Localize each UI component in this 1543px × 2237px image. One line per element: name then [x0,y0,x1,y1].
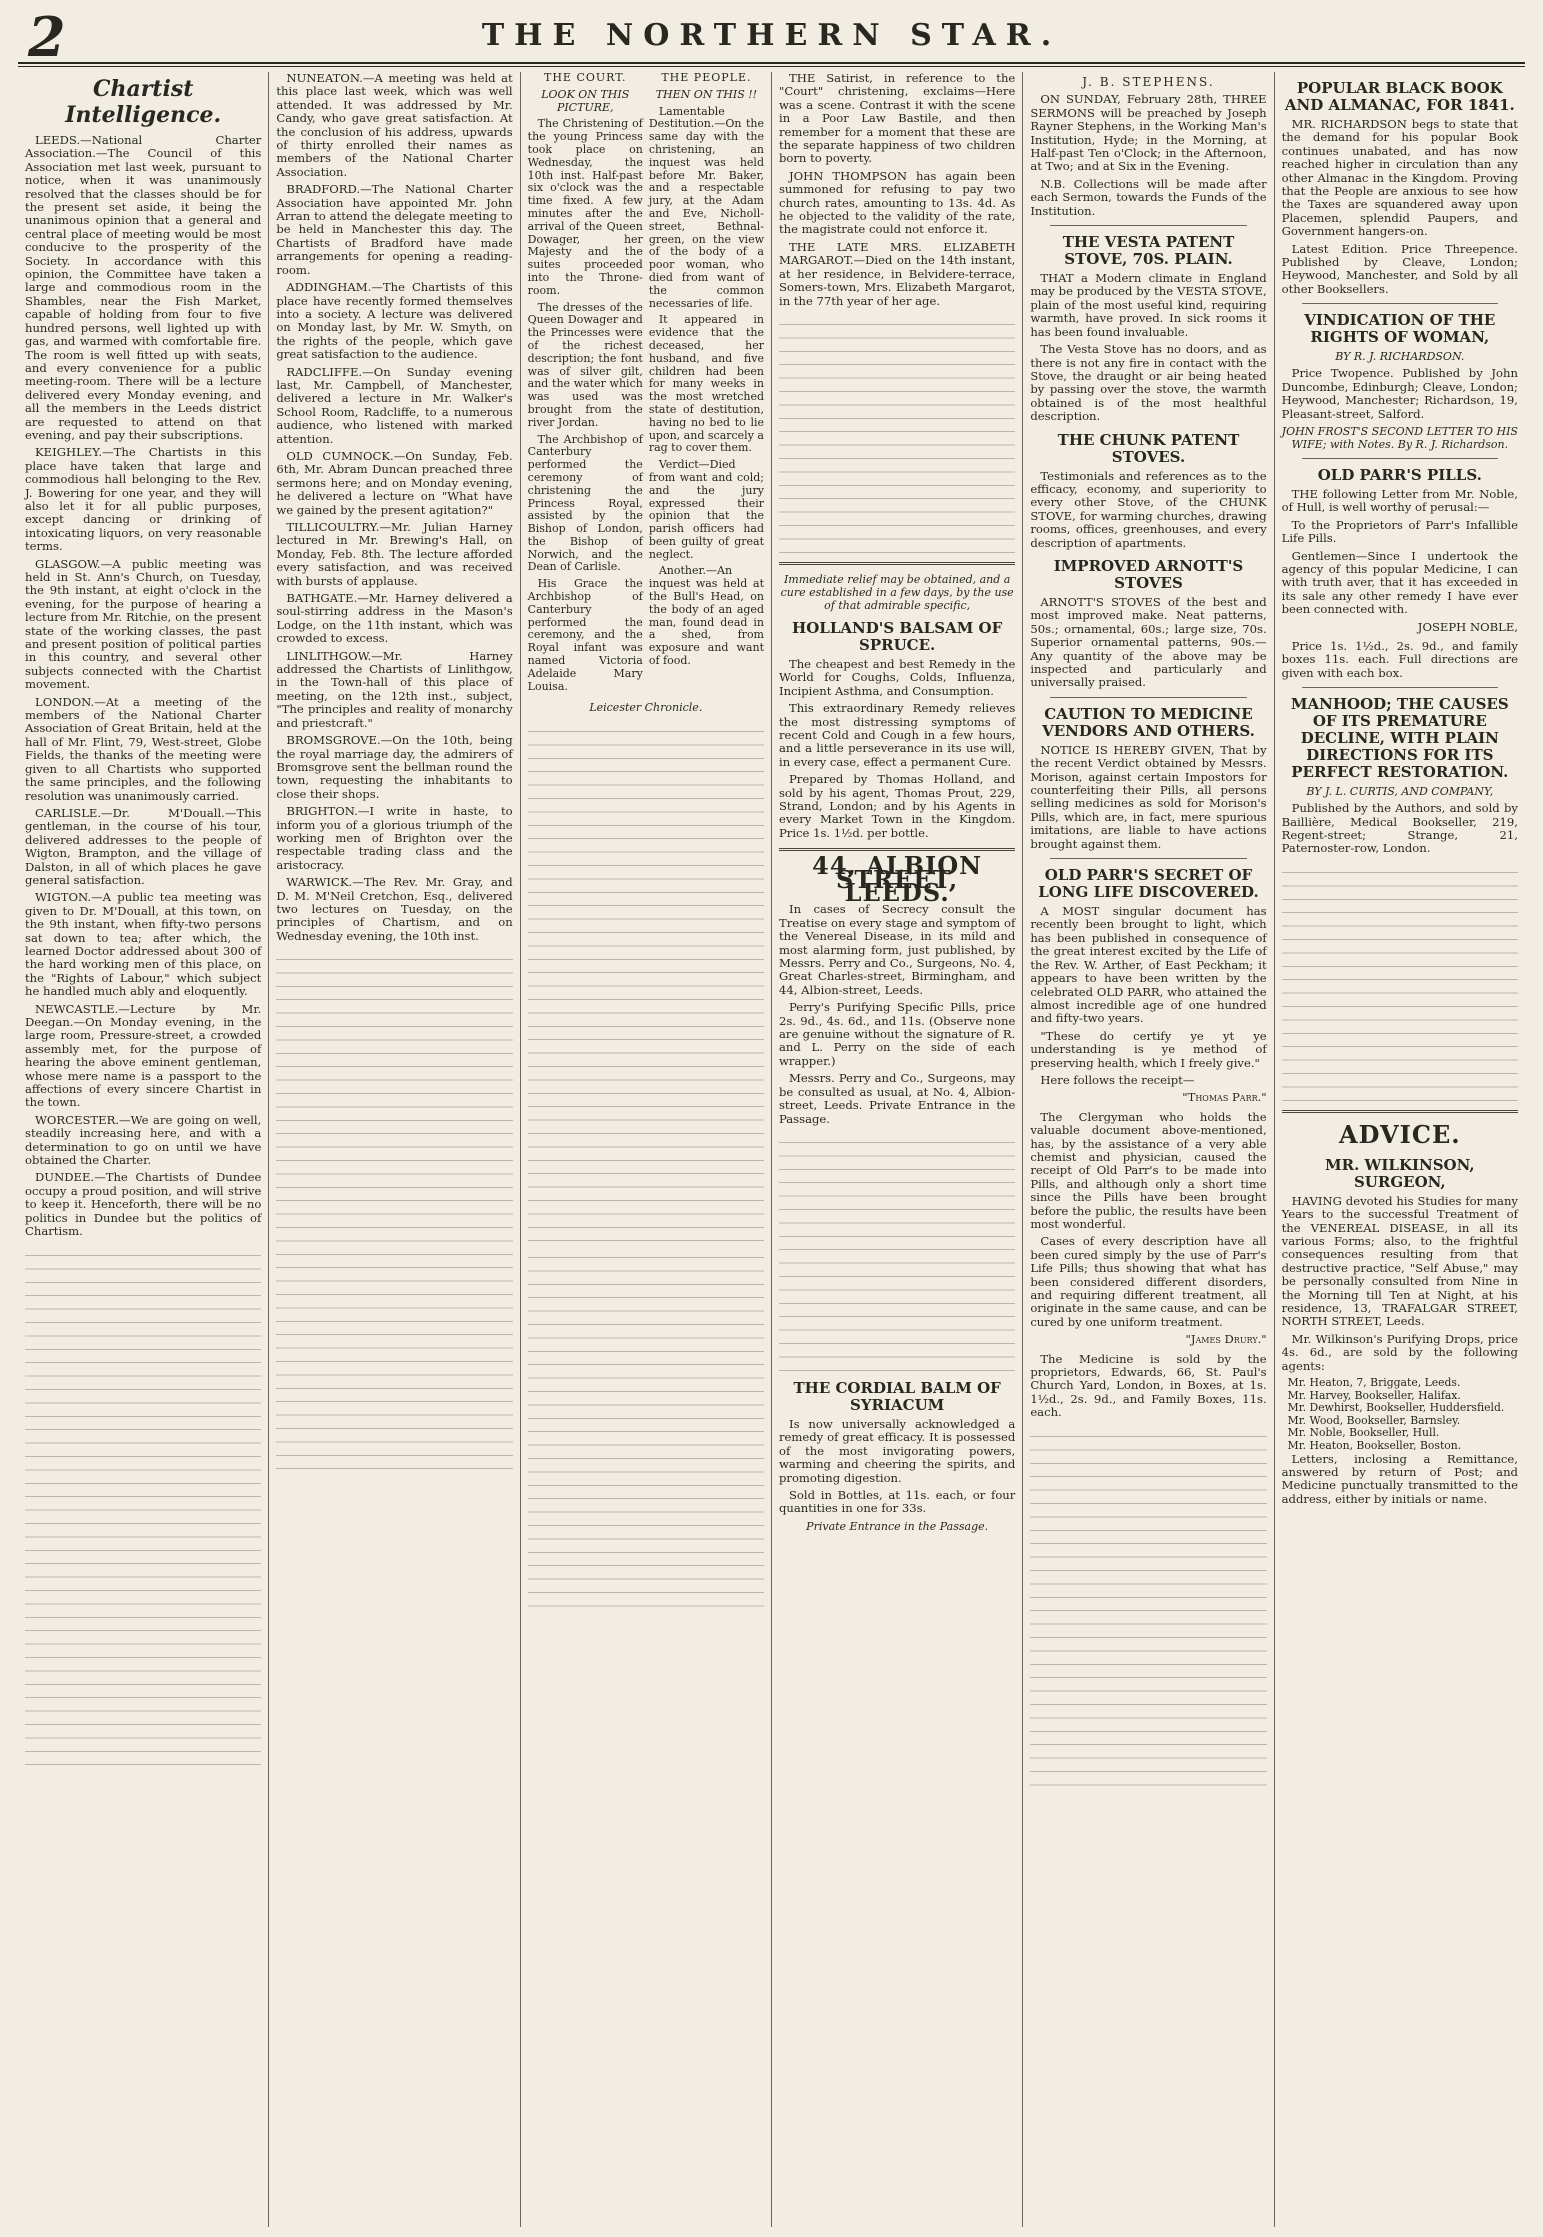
divider [1302,303,1498,304]
court-paragraph: The dresses of the Queen Dowager and the Princesses were of the richest description; the font was of silver gilt, and the water which was used was brought from the river Jordan. [527,300,643,429]
page-number: 2 [28,5,66,69]
column-4 [772,72,1023,2227]
article-paragraph: THE Satirist, in reference to the "Court" christening, exclaims—Here was a scene. Contrast it with the scene in a Poor Law Bastile, and then remember for a moment that these are the separate happiness of two children born to poverty. [778,72,1016,166]
source-credit: Leicester Chronicle. [589,701,703,715]
section-title-chartist: Chartist Intelligence. [65,76,222,128]
notice-paragraph: N.B. Collections will be made after each Sermon, towards the Funds of the Institution. [1030,176,1267,218]
article-paragraph: JOHN THOMPSON has again been summoned for refusing to pay two church rates, amounting to 13s. 4d. As he objected to the validity of the rate, the magistrate could not enforce it. [778,168,1016,237]
ad-paragraph: Gentlemen—Since I undertook the agency of this popular Medicine, I can with truth aver, that it has exceeded in its sale any other remedy I have ever been connected with. [1281,548,1518,617]
people-column [649,72,764,697]
text-filler [1282,862,1518,1102]
ad-paragraph: Testimonials and references as to the efficacy, economy, and superiority to every other Stove, of the CHUNK STOVE, for warming churches, drawing rooms, offices, greenhouses, and every description of apartments. [1030,468,1267,550]
column-6 [1275,72,1525,2227]
notice-title-stephens: J. B. STEPHENS. [1082,75,1215,89]
ad-paragraph: ARNOTT'S STOVES of the best and most improved make. Neat patterns, 50s.; ornamental, 60s.; large size, 70s. Superior ornamental patterns, 90s.—Any quantity of the above may be inspected and particularly and universally praised. [1030,594,1267,690]
ad-author: BY J. L. CURTIS, AND COMPANY, [1306,785,1494,799]
ad-paragraph: Published by the Authors, and sold by Baillière, Medical Bookseller, 219, Regent-street; Strange, 21, Paternoster-row, London. [1281,801,1518,856]
ad-paragraph: Is now universally acknowledged a remedy of great efficacy. It is possessed of the most invigorating powers, warming and cheering the spirits, and promoting digestion. [778,1416,1016,1485]
ad-title-old-parr: OLD PARR'S SECRET OF LONG LIFE DISCOVERED. [1038,866,1259,902]
ad-paragraph: "These do certify ye yt ye understanding is ye method of preserving health, which I freely give." [1030,1028,1267,1070]
ad-paragraph: The Vesta Stove has no doors, and as there is not any fire in contact with the Stove, the draught or air being heated by passing over the stove, the warmth obtained is of the most healthful description. [1030,342,1267,424]
ad-paragraph: This extraordinary Remedy relieves the most distressing symptoms of recent Cold and Cough in a few hours, and a little perseverance in its use will, in every case, effect a permanent Cure. [778,701,1016,769]
ad-title-chunk-stove: THE CHUNK PATENT STOVES. [1057,430,1240,466]
ad-paragraph: Here follows the receipt— [1040,1072,1195,1087]
divider [1050,697,1246,698]
divider [1282,1110,1518,1113]
ad-title-vindication: VINDICATION OF THE RIGHTS OF WOMAN, [1304,311,1496,347]
ad-paragraph: In cases of Secrecy consult the Treatise on every stage and symptom of the Venereal Disease, in its mild and most alarming form, just published, by Messrs. Perry and Co., Surgeons, No. 4, Great Charles-street, Birmingham, and 44, Albion-street, Leeds. [778,902,1016,997]
court-title: THE COURT. [544,72,627,84]
people-paragraph: It appeared in evidence that the deceased, her husband, and five children had been for many weeks in the most wretched state of destitution, having no bed to lie upon, and scarcely a rag to cover them. [648,313,764,455]
article-paragraph: NUNEATON.—A meeting was held at this place last week, which was well attended. It was addressed by Mr. Candy, who gave great satisfaction. At the conclusion of his address, upwards of thirty enrolled their names as members of the National Charter Association. [276,72,513,179]
masthead: THE NORTHERN STAR. [481,18,1062,53]
ad-footer: Private Entrance in the Passage. [806,1519,989,1533]
article-paragraph: KEIGHLEY.—The Chartists in this place have taken that large and commodious hall belonging to the Rev. J. Bowering for one year, and they will also let it for all public purposes, except dancing or drinking of intoxicating liquors, on very reasonable terms. [25,445,262,554]
divider [779,562,1015,565]
article-paragraph: ADDINGHAM.—The Chartists of this place have recently formed themselves into a society. A lecture was delivered on Monday last, by Mr. W. Smyth, on the rights of the people, which gave great satisfaction to the audience. [276,280,513,362]
column-5 [1023,72,1274,2227]
ad-paragraph: Cases of every description have all been cured simply by the use of Parr's Life Pills; thus showing that what has been considered different disorders, and requiring different treatment, all originate in the same cause, and can be cured by one uniform treatment. [1030,1234,1267,1329]
text-filler [528,1247,764,1607]
ad-intro: Immediate relief may be obtained, and a cure established in a few days, by the use of that admirable specific, [780,572,1014,612]
article-paragraph: DUNDEE.—The Chartists of Dundee occupy a proud position, and will strive to keep it. Henceforth, there will be no politics in Dundee but the politics of Chartism. [25,1170,262,1239]
ad-title-cordial-balm: THE CORDIAL BALM OF SYRIACUM [793,1378,1001,1414]
text-filler [1030,1426,1266,1786]
ad-paragraph: The Medicine is sold by the proprietors, Edwards, 66, St. Paul's Church Yard, London, in Boxes, at 1s. 1½d., 2s. 9d., and Family Boxes, 11s. each. [1030,1351,1267,1420]
ad-title-manhood: MANHOOD; THE CAUSES OF ITS PREMATURE DECLINE, WITH PLAIN DIRECTIONS FOR ITS PERFECT RESTORATION. [1290,695,1509,782]
header-rule [18,62,1525,64]
ad-paragraph: Messrs. Perry and Co., Surgeons, may be consulted as usual, at No. 4, Albion-street, Leeds. Private Entrance in the Passage. [778,1071,1016,1126]
ad-paragraph: The Clergyman who holds the valuable document above-mentioned, has, by the assistance of a very able chemist and physician, caused the receipt of Old Parr's to be made into Pills, and although only a short time since the Pills have been brought before the public, the results have been most wonderful. [1030,1109,1267,1231]
court-column [528,72,643,697]
ad-paragraph: Letters, inclosing a Remittance, answered by return of Post; and Medicine punctually transmitted to the address, either by initials or name. [1281,1451,1518,1506]
ad-paragraph: Latest Edition. Price Threepence. Published by Cleave, London; Heywood, Manchester, and Sold by all other Booksellers. [1281,241,1518,296]
article-paragraph: NEWCASTLE.—Lecture by Mr. Deegan.—On Monday evening, in the large room, Pressure-street, a crowded assembly met, for the purpose of hearing the above eminent gentleman, whose mere name is a passport to the affections of every sincere Chartist in the town. [25,1001,262,1110]
ad-publication: JOHN FROST'S SECOND LETTER TO HIS WIFE; with Notes. By R. J. Richardson. [1281,424,1518,451]
list-item: Mr. Noble, Bookseller, Hull. [1287,1426,1440,1440]
ad-title-holland-balsam: HOLLAND'S BALSAM OF SPRUCE. [792,618,1003,654]
article-paragraph: CARLISLE.—Dr. M'Douall.—This gentleman, in the course of his tour, delivered addresses to the people of Wigton, Brampton, and the village of Dalston, in all of which places he gave general satisfaction. [25,805,262,887]
people-paragraph: Another.—An inquest was held at the Bull's Head, on the body of an aged man, found dead in a shed, from exposure and want of food. [648,564,764,668]
divider [1050,225,1246,226]
people-paragraph: Lamentable Destitution.—On the same day with the christening, an inquest was held before Mr. Baker, and a respectable jury, at the Adam and Eve, Nicholl-street, Bethnal-green, on the view of the body of a poor woman, who died from want of the common necessaries of life. [648,104,764,310]
signature: "Thomas Parr." [1182,1090,1267,1105]
article-paragraph: OLD CUMNOCK.—On Sunday, Feb. 6th, Mr. Abram Duncan preached three sermons here; and on Monday evening, he delivered a lecture on "What have we gained by the present agitation?" [276,448,513,517]
list-item: Mr. Dewhirst, Bookseller, Huddersfield. [1287,1401,1505,1415]
agents-list [1282,1377,1518,1453]
ad-paragraph: HAVING devoted his Studies for many Years to the successful Treatment of the VENEREAL DISEASE, in all its various Forms; also, to the frightful consequences resulting from that destructive practice, "Self Abuse," may be personally consulted from Nine in the Morning till Ten at Night, at his residence, 13, TRAFALGAR STREET, NORTH STREET, Leeds. [1281,1193,1518,1329]
ad-name-wilkinson: MR. WILKINSON, SURGEON, [1325,1155,1475,1191]
article-paragraph: BRADFORD.—The National Charter Association have appointed Mr. John Arran to attend the delegate meeting to be held in Manchester this day. The Chartists of Bradford have made arrangements for opening a reading-room. [276,182,513,277]
court-paragraph: The Archbishop of Canterbury performed the ceremony of christening the Princess Royal, assisted by the Bishop of London, the Bishop of Norwich, and the Dean of Carlisle. [527,432,643,574]
article-paragraph: BROMSGROVE.—On the 10th, being the royal marriage day, the admirers of Bromsgrove sent the bellman round the town, requesting the inhabitants to close their shops. [276,733,513,801]
signature: JOSEPH NOBLE, [1417,619,1518,634]
list-item: Mr. Heaton, 7, Briggate, Leeds. [1287,1376,1461,1390]
ad-author: BY R. J. RICHARDSON. [1335,350,1465,364]
text-filler [276,949,512,1469]
column-1 [18,72,269,2227]
divider [1302,458,1498,459]
ad-paragraph: To the Proprietors of Parr's Infallible Life Pills. [1281,517,1518,546]
column-2 [269,72,520,2227]
text-filler [528,721,764,1241]
people-paragraph: Verdict—Died from want and cold; and the jury expressed their opinion that the parish officers had been guilty of great neglect. [648,458,764,561]
text-filler [779,1132,1015,1372]
divider [1050,858,1246,859]
ad-title-advice: ADVICE. [1339,1119,1461,1149]
ad-paragraph: THAT a Modern climate in England may be produced by the VESTA STOVE, plain of the most useful kind, requiring warmth, have proved. In sick rooms it has been found invaluable. [1030,271,1267,339]
ad-title-black-book: POPULAR BLACK BOOK AND ALMANAC, FOR 1841. [1284,79,1515,114]
article-paragraph: WIGTON.—A public tea meeting was given to Dr. M'Douall, at this town, on the 9th instant, when fifty-two persons sat down to tea; after which, the learned Doctor addressed about 300 of the hard working men of this place, on the "Rights of Labour," which subject he handled much ably and eloquently. [25,890,262,999]
court-paragraph: His Grace the Archbishop of Canterbury performed the ceremony, and the Royal infant was named Victoria Adelaide Mary Louisa. [527,577,643,693]
list-item: Mr. Heaton, Bookseller, Boston. [1287,1439,1462,1453]
article-paragraph: RADCLIFFE.—On Sunday evening last, Mr. Campbell, of Manchester, delivered a lecture in Mr. Walker's School Room, Radcliffe, to a numerous audience, who listened with marked attention. [276,364,513,446]
article-paragraph: GLASGOW.—A public meeting was held in St. Ann's Church, on Tuesday, the 9th instant, at eight o'clock in the evening, for the purpose of hearing a lecture from Mr. Ritchie, on the present state of the working classes, the past and present position of political parties in this country, and several other subjects connected with the Chartist movement. [25,556,262,692]
court-subtitle: LOOK ON THIS PICTURE, [541,87,630,114]
divider [1302,687,1498,688]
ad-paragraph: Prepared by Thomas Holland, and sold by his agent, Thomas Prout, 229, Strand, London; and by his Agents in every Market Town in the Kingdom. Price 1s. 1½d. per bottle. [778,772,1016,840]
header-rule-thin [18,66,1525,67]
ad-title-parr-pills: OLD PARR'S PILLS. [1317,465,1482,484]
ad-paragraph: Mr. Wilkinson's Purifying Drops, price 4s. 6d., are sold by the following agents: [1281,1331,1518,1373]
ad-paragraph: The cheapest and best Remedy in the World for Coughs, Colds, Influenza, Incipient Asthma, and Consumption. [778,656,1016,698]
text-filler [25,1245,261,1765]
column-3 [521,72,772,2227]
ad-paragraph: NOTICE IS HEREBY GIVEN, That by the recent Verdict obtained by Messrs. Morison, against certain Impostors for counterfeiting their Pills, all persons selling medicines as sold for Morison's Pills, which are, in fact, mere spurious imitations, are liable to have actions brought against them. [1030,742,1267,851]
article-paragraph: THE LATE MRS. ELIZABETH MARGAROT.—Died on the 14th instant, at her residence, in Belvidere-terrace, Somers-town, Mrs. Elizabeth Margarot, in the 77th year of her age. [778,239,1016,308]
article-paragraph: LEEDS.—National Charter Association.—The Council of this Association met last week, pursuant to notice, when it was unanimously resolved that the classes should be for the present set aside, it being the unanimous opinion that a general and central place of meeting would be most conducive to the prosperity of the Society. In accordance with this opinion, the Committee have taken a large and commodious room in the Shambles, near the Fish Market, capable of holding from four to five hundred persons, well lighted up with gas, and warmed with comfortable fire. The room is well fitted up with seats, and every convenience for a public meeting-room. There will be a lecture delivered every Monday evening, and all the members in the Leeds district are requested to attend on that evening, and pay their subscriptions. [25,133,262,442]
ad-paragraph: Sold in Bottles, at 11s. each, or four quantities in one for 33s. [778,1487,1016,1516]
court-people-contrast [528,72,764,697]
ad-paragraph: MR. RICHARDSON begs to state that the demand for his popular Book continues unabated, and has now reached higher in circulation than any other Almanac in the Kingdom. Proving that the People are anxious to see how the Taxes are squandered away upon Placemen, splendid Paupers, and Government hangers-on. [1281,117,1518,239]
ad-paragraph: Price 1s. 1½d., 2s. 9d., and family boxes 11s. each. Full directions are given with each box. [1281,638,1518,680]
court-paragraph: The Christening of the young Princess took place on Wednesday, the 10th inst. Half-past six o'clock was the time fixed. A few minutes after the arrival of the Queen Dowager, her Majesty and the suites proceeded into the Throne-room. [527,117,643,297]
people-subtitle: THEN ON THIS !! [655,87,758,101]
article-paragraph: BRIGHTON.—I write in haste, to inform you of a glorious triumph of the working men of Brighton over the respectable trading class and the aristocracy. [276,804,513,872]
signature: "James Drury." [1185,1332,1267,1347]
people-title: THE PEOPLE. [661,72,752,84]
article-paragraph: LONDON.—At a meeting of the members of the National Charter Association of Great Britain, held at the hall of Mr. Flint, 79, West-street, Globe Fields, the thanks of the meeting were given to all Chartists who supported the same principles, and the following resolution was unanimously carried. [25,694,262,803]
ad-address-title: 44, ALBION STREET, LEEDS. [812,851,983,907]
article-paragraph: BATHGATE.—Mr. Harney delivered a soul-stirring address in the Mason's Lodge, on the 11th instant, which was crowded to excess. [276,591,513,646]
notice-paragraph: ON SUNDAY, February 28th, THREE SERMONS will be preached by Joseph Rayner Stephens, in the Working Man's Institution, Hyde; in the Morning, at Half-past Ten o'Clock; in the Afternoon, at Two; and at Six in the Evening. [1030,92,1267,174]
ad-title-arnott-stove: IMPROVED ARNOTT'S STOVES [1053,556,1244,592]
article-paragraph: TILLICOULTRY.—Mr. Julian Harney lectured in Mr. Brewing's Hall, on Monday, Feb. 8th. The lecture afforded every satisfaction, and was received with bursts of applause. [276,520,513,588]
article-paragraph: WARWICK.—The Rev. Mr. Gray, and D. M. M'Neil Cretchon, Esq., delivered two lectures on Tuesday, on the principles of Chartism, and on Wednesday evening, the 10th inst. [276,875,513,943]
ad-paragraph: Perry's Purifying Specific Pills, price 2s. 9d., 4s. 6d., and 11s. (Observe none are genuine without the signature of R. and L. Perry on the side of each wrapper.) [778,1000,1016,1068]
newspaper-columns [18,72,1525,2227]
ad-title-caution: CAUTION TO MEDICINE VENDORS AND OTHERS. [1042,704,1255,740]
article-paragraph: WORCESTER.—We are going on well, steadily increasing here, and with a determination to go on until we have obtained the Charter. [25,1112,262,1168]
list-item: Mr. Harvey, Bookseller, Halifax. [1287,1388,1461,1402]
ad-paragraph: THE following Letter from Mr. Noble, of Hull, is well worthy of perusal:— [1281,486,1518,515]
ad-paragraph: Price Twopence. Published by John Duncombe, Edinburgh; Cleave, London; Heywood, Manchester; Richardson, 19, Pleasant-street, Salford. [1281,366,1518,421]
ad-paragraph: A MOST singular document has recently been brought to light, which has been published in consequence of the great interest excited by the Life of the Rev. W. Arther, of East Peckham; it appears to have been written by the celebrated OLD PARR, who attained the almost incredible age of one hundred and fifty-two years. [1030,904,1267,1026]
ad-title-vesta-stove: THE VESTA PATENT STOVE, 70S. PLAIN. [1062,233,1235,269]
list-item: Mr. Wood, Bookseller, Barnsley. [1287,1413,1461,1427]
text-filler [779,314,1015,554]
article-paragraph: LINLITHGOW.—Mr. Harney addressed the Chartists of Linlithgow, in the Town-hall of this place of meeting, on the 12th inst., subject, "The principles and reality of monarchy and priestcraft." [276,648,513,730]
